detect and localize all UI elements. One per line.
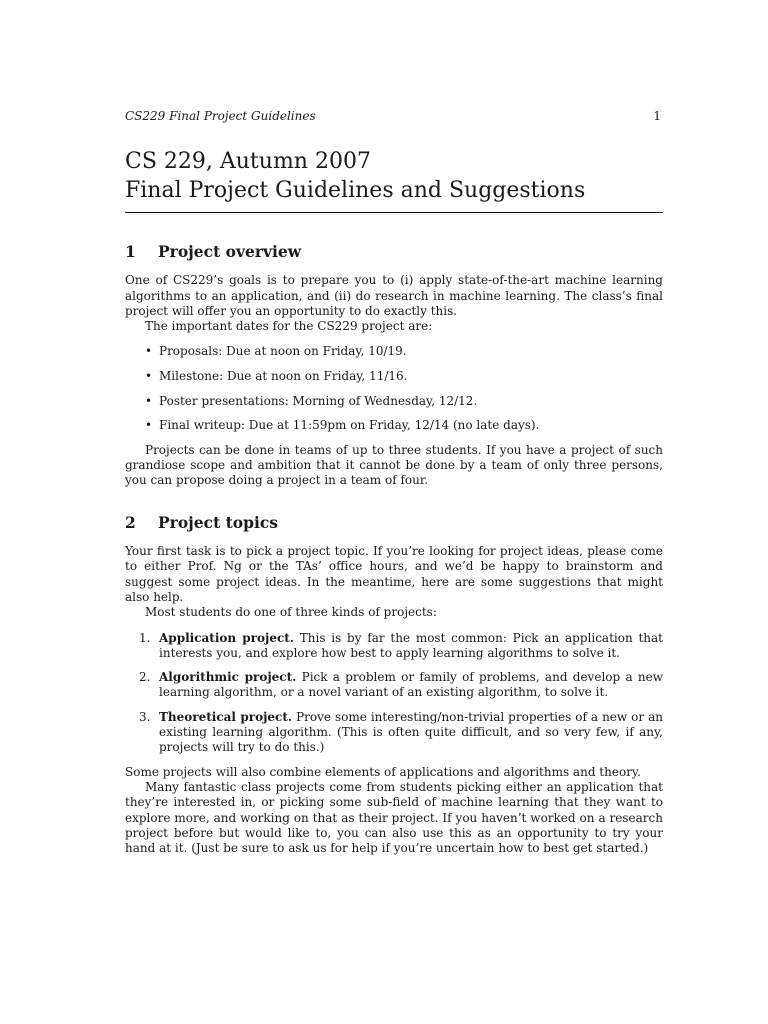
list-number: 2. bbox=[139, 670, 151, 685]
section-number: 2 bbox=[125, 512, 136, 532]
list-term: Algorithmic project. bbox=[159, 670, 297, 685]
list-term: Theoretical project. bbox=[159, 709, 293, 724]
section-heading-project-overview bbox=[125, 244, 663, 259]
project-kinds-list bbox=[125, 631, 663, 756]
title-line-2: Final Project Guidelines and Suggestions bbox=[125, 178, 586, 203]
list-term: Application project. bbox=[159, 630, 294, 645]
list-text: This is by far the most common: Pick an application that interests you, and explore how best to apply learning algorithms to solve it. bbox=[159, 630, 663, 660]
running-header bbox=[125, 109, 661, 123]
list-number: 3. bbox=[139, 709, 151, 724]
section-heading-project-topics bbox=[125, 512, 663, 532]
document-title bbox=[125, 147, 665, 205]
section-title: Project overview bbox=[158, 242, 302, 261]
section-number: 1 bbox=[125, 242, 136, 261]
title-line-1: CS 229, Autumn 2007 bbox=[125, 149, 371, 174]
paragraph: Projects can be done in teams of up to three students. If you have a project of such grandiose scope and ambition that it cannot be done by a team of only three persons, you can propose doing a project in a team of four. bbox=[125, 442, 663, 488]
list-text: Prove some interesting/non-trivial properties of a new or an existing learning algorithm. (This is often quite difficult, and so very few, if any, projects will try to do this.) bbox=[159, 709, 663, 755]
list-item: • Milestone: Due at noon on Friday, 11/16. bbox=[125, 369, 663, 384]
paragraph: Many fantastic class projects come from students picking either an application that they’re interested in, or picking some sub-field of machine learning that they want to explore more, and working on that as their project. If you haven’t worked on a research project before but would like to, you can also use this as an opportunity to try your hand at it. (Just be sure to ask us for help if you’re uncertain how to best get started.) bbox=[125, 779, 663, 856]
list-item bbox=[125, 670, 663, 701]
list-item bbox=[125, 631, 663, 662]
list-text: Pick a problem or family of problems, and develop a new learning algorithm, or a novel variant of an existing algorithm, to solve it. bbox=[159, 670, 663, 700]
section-title: Project topics bbox=[158, 512, 279, 532]
list-item: • Poster presentations: Morning of Wednesday, 12/12. bbox=[125, 394, 663, 409]
paragraph: The important dates for the CS229 project are: bbox=[145, 319, 433, 334]
list-item: • Final writeup: Due at 11:59pm on Friday, 12/14 (no late days). bbox=[125, 418, 663, 433]
running-title: CS229 Final Project Guidelines bbox=[125, 109, 316, 123]
list-item bbox=[125, 710, 663, 756]
paragraph: Some projects will also combine elements of applications and algorithms and theory. bbox=[125, 764, 641, 779]
important-dates-list bbox=[125, 344, 663, 433]
list-number: 1. bbox=[139, 630, 151, 645]
paragraph: One of CS229’s goals is to prepare you to (i) apply state-of-the-art machine learning algorithms to an application, and (ii) do research in machine learning. The class’s final project will offer you an opportunity to do exactly this. bbox=[125, 273, 663, 318]
title-rule bbox=[125, 212, 663, 213]
paragraph: Most students do one of three kinds of projects: bbox=[145, 605, 437, 620]
document-body bbox=[125, 244, 663, 856]
list-item: • Proposals: Due at noon on Friday, 10/19. bbox=[125, 344, 663, 359]
page-number: 1 bbox=[653, 109, 661, 123]
paragraph: Your first task is to pick a project topic. If you’re looking for project ideas, please come to either Prof. Ng or the TAs’ office hours, and we’d be happy to brainstorm and suggest some project ideas. In the meantime, here are some suggestions that might also help. bbox=[125, 544, 663, 604]
